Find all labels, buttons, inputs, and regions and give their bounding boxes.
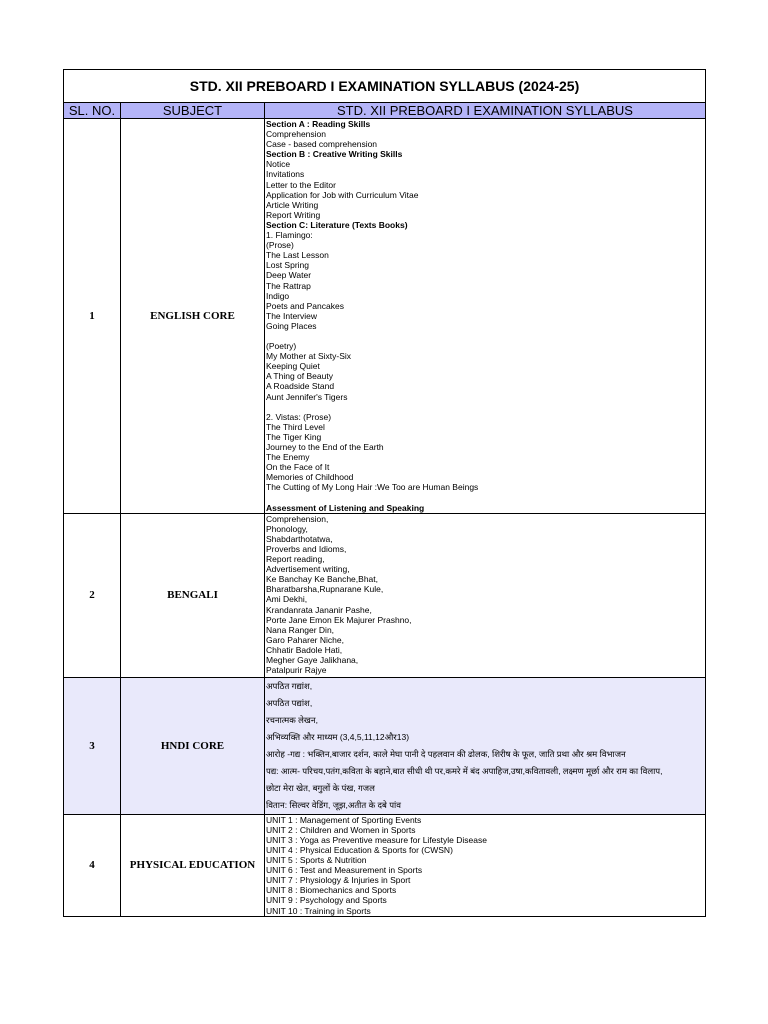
page-title: STD. XII PREBOARD I EXAMINATION SYLLABUS (2024-25) xyxy=(64,70,706,103)
syllabus-heading: Section A : Reading Skills xyxy=(266,119,371,129)
syllabus-item: UNIT 6 : Test and Measurement in Sports xyxy=(266,865,423,876)
syllabus-item: Invitations xyxy=(266,169,305,180)
syllabus-item: अपठित पद्यांश, xyxy=(266,697,313,708)
syllabus-item: The Third Level xyxy=(266,421,325,432)
syllabus-item: UNIT 7 : Physiology & Injuries in Sport xyxy=(266,875,411,886)
header-subject: SUBJECT xyxy=(121,103,265,119)
syllabus-item: छोटा मेरा खेत, बगुलों के पंख, गजल xyxy=(266,782,375,793)
syllabus-item: Bharatbarsha,Rupnarane Kule, xyxy=(266,584,384,595)
syllabus-item: (Poetry) xyxy=(266,341,297,352)
blank-line xyxy=(266,492,704,502)
syllabus-item: Report Writing xyxy=(266,209,321,220)
syllabus-item: UNIT 4 : Physical Education & Sports for (CWSN) xyxy=(266,844,453,855)
syllabus-item: A Thing of Beauty xyxy=(266,371,333,382)
syllabus-item: Comprehension xyxy=(266,129,327,140)
syllabus-heading: Section C: Literature (Texts Books) xyxy=(266,219,408,230)
syllabus-item: Nana Ranger Din, xyxy=(266,624,335,635)
syllabus-item: Letter to the Editor xyxy=(266,179,336,190)
syllabus-item: Porte Jane Emon Ek Majurer Prashno, xyxy=(266,614,412,625)
syllabus-item: A Roadside Stand xyxy=(266,381,335,392)
syllabus-item: The Cutting of My Long Hair :We Too are Human Beings xyxy=(266,482,479,493)
syllabus-item: पद्य: आत्म- परिचय,पतंग,कविता के बहाने,बात सीधी थी पर,कमरे में बंद अपाहिज,उषा,कवितावली, लक्ष्मण मूर्छा और राम का विलाप, xyxy=(266,765,663,776)
syllabus-item: UNIT 8 : Biomechanics and Sports xyxy=(266,885,397,896)
syllabus-item: Krandanrata Jananir Pashe, xyxy=(266,604,372,615)
syllabus-item: रचनात्मक लेखन, xyxy=(266,714,318,725)
syllabus-cell xyxy=(265,814,706,916)
syllabus-item: Indigo xyxy=(266,290,290,301)
syllabus-item: UNIT 5 : Sports & Nutrition xyxy=(266,855,367,866)
syllabus-heading: Assessment of Listening and Speaking xyxy=(266,502,425,513)
blank-line xyxy=(266,331,704,341)
syllabus-cell xyxy=(265,513,706,677)
subject-name: BENGALI xyxy=(121,513,265,677)
syllabus-cell xyxy=(265,677,706,814)
syllabus-item: UNIT 9 : Psychology and Sports xyxy=(266,895,387,906)
sl-number: 4 xyxy=(64,814,121,916)
syllabus-item: Keeping Quiet xyxy=(266,361,320,372)
syllabus-item: Ami Dekhi, xyxy=(266,594,308,605)
syllabus-item: On the Face of It xyxy=(266,462,330,473)
syllabus-item: आरोह -गद्य : भक्तिन,बाजार दर्शन, काले मेघा पानी दे पहलवान की ढोलक, शिरीष के फूल, जाति प्रथा और श्रम विभाजन xyxy=(266,748,626,759)
syllabus-item: Application for Job with Curriculum Vitae xyxy=(266,189,419,200)
table-row xyxy=(64,119,706,514)
syllabus-item: Article Writing xyxy=(266,199,319,210)
syllabus-item: Shabdarthotatwa, xyxy=(266,533,333,544)
syllabus-item: The Rattrap xyxy=(266,280,311,291)
syllabus-item: Garo Paharer Niche, xyxy=(266,634,344,645)
sl-number: 2 xyxy=(64,513,121,677)
syllabus-item: 1. Flamingo: xyxy=(266,230,313,241)
subject-name: ENGLISH CORE xyxy=(121,119,265,514)
syllabus-item: Report reading, xyxy=(266,554,325,565)
syllabus-item: अपठित गद्यांश, xyxy=(266,680,313,691)
syllabus-item: The Interview xyxy=(266,310,318,321)
syllabus-cell xyxy=(265,119,706,514)
syllabus-item: अभिव्यक्ति और माध्यम (3,4,5,11,12और13) xyxy=(266,731,410,742)
table-row xyxy=(64,677,706,814)
syllabus-item: UNIT 3 : Yoga as Preventive measure for Lifestyle Disease xyxy=(266,834,487,845)
syllabus-item: Aunt Jennifer's Tigers xyxy=(266,391,348,402)
sl-number: 3 xyxy=(64,677,121,814)
syllabus-item: The Tiger King xyxy=(266,431,322,442)
syllabus-item: Megher Gaye Jalikhana, xyxy=(266,654,359,665)
sl-number: 1 xyxy=(64,119,121,514)
subject-name: PHYSICAL EDUCATION xyxy=(121,814,265,916)
syllabus-item: Chhatir Badole Hati, xyxy=(266,644,343,655)
syllabus-item: Case - based comprehension xyxy=(266,139,378,150)
syllabus-heading: Section B : Creative Writing Skills xyxy=(266,149,403,160)
syllabus-item: 2. Vistas: (Prose) xyxy=(266,411,332,422)
syllabus-item: UNIT 1 : Management of Sporting Events xyxy=(266,814,422,825)
syllabus-item: Phonology, xyxy=(266,523,308,534)
syllabus-item: Journey to the End of the Earth xyxy=(266,442,384,452)
syllabus-item: Notice xyxy=(266,159,291,170)
syllabus-item: UNIT 10 : Training in Sports xyxy=(266,905,371,916)
syllabus-item: Ke Banchay Ke Banche,Bhat, xyxy=(266,574,378,585)
syllabus-item: Proverbs and Idioms, xyxy=(266,543,347,554)
syllabus-item: UNIT 2 : Children and Women in Sports xyxy=(266,824,416,835)
syllabus-item: Lost Spring xyxy=(266,260,309,271)
syllabus-item: (Prose) xyxy=(266,240,294,251)
syllabus-item: Memories of Childhood xyxy=(266,472,354,483)
table-row xyxy=(64,814,706,916)
syllabus-item: Poets and Pancakes xyxy=(266,300,344,311)
syllabus-item: Patalpurir Rajye xyxy=(266,665,327,676)
syllabus-item: वितान: सिल्वर वेडिंग, जूझ,अतीत के दबे पांव xyxy=(266,799,401,810)
syllabus-item: My Mother at Sixty-Six xyxy=(266,351,352,362)
syllabus-item: Going Places xyxy=(266,320,317,331)
header-syllabus: STD. XII PREBOARD I EXAMINATION SYLLABUS xyxy=(265,103,706,119)
subject-name: HNDI CORE xyxy=(121,677,265,814)
syllabus-item: Advertisement writing, xyxy=(266,564,350,575)
syllabus-item: The Last Lesson xyxy=(266,250,329,261)
blank-line xyxy=(266,402,704,412)
syllabus-item: The Enemy xyxy=(266,452,310,463)
syllabus-item: Comprehension, xyxy=(266,513,329,524)
header-row xyxy=(64,103,706,119)
syllabus-item: Deep Water xyxy=(266,270,312,281)
table-row xyxy=(64,513,706,677)
syllabus-table xyxy=(63,69,706,917)
header-sl-no: SL. NO. xyxy=(64,103,121,119)
